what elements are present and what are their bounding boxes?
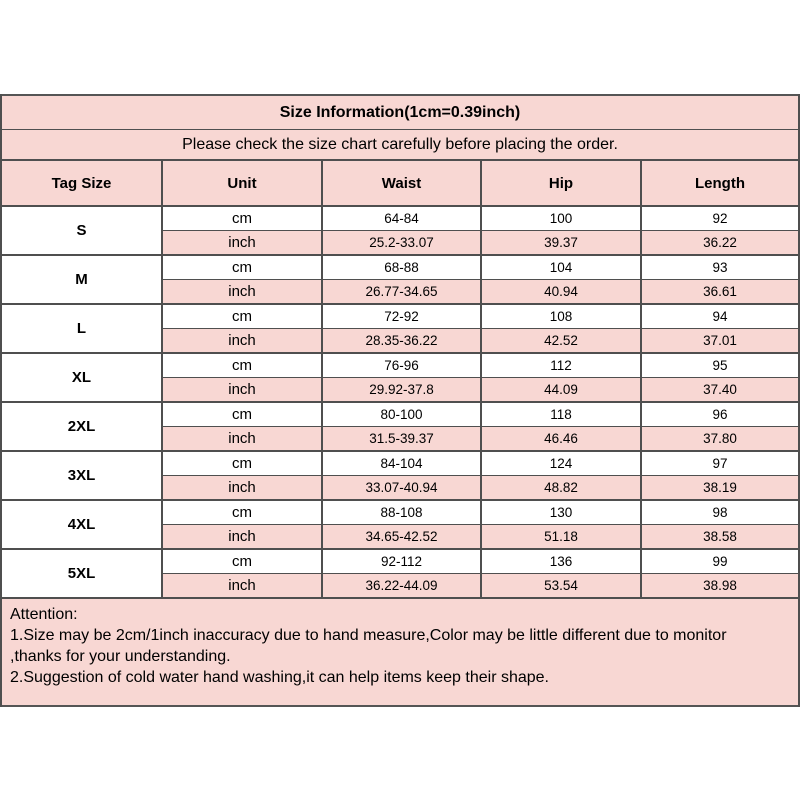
tag-size-s: S [1, 206, 162, 255]
unit-label-inch: inch [162, 525, 322, 550]
length-value: 37.01 [641, 329, 799, 354]
unit-label-inch: inch [162, 574, 322, 599]
hip-value: 48.82 [481, 476, 641, 501]
table-row [1, 451, 799, 476]
hip-value: 124 [481, 451, 641, 476]
table-row [1, 304, 799, 329]
waist-value: 36.22-44.09 [322, 574, 481, 599]
waist-value: 76-96 [322, 353, 481, 378]
hip-value: 53.54 [481, 574, 641, 599]
unit-label-inch: inch [162, 280, 322, 305]
attention-section [1, 598, 799, 706]
unit-label-inch: inch [162, 427, 322, 452]
waist-value: 34.65-42.52 [322, 525, 481, 550]
hip-value: 104 [481, 255, 641, 280]
length-value: 92 [641, 206, 799, 231]
length-value: 37.40 [641, 378, 799, 403]
unit-label-cm: cm [162, 451, 322, 476]
hip-value: 42.52 [481, 329, 641, 354]
attention-heading: Attention: [10, 606, 78, 623]
unit-label-inch: inch [162, 231, 322, 256]
attention-note-2: 2.Suggestion of cold water hand washing,it can help items keep their shape. [10, 669, 549, 686]
length-value: 38.58 [641, 525, 799, 550]
length-value: 95 [641, 353, 799, 378]
length-value: 97 [641, 451, 799, 476]
unit-label-inch: inch [162, 329, 322, 354]
table-row [1, 255, 799, 280]
hip-value: 39.37 [481, 231, 641, 256]
waist-value: 72-92 [322, 304, 481, 329]
length-value: 37.80 [641, 427, 799, 452]
length-value: 36.22 [641, 231, 799, 256]
sheet-subtitle: Please check the size chart carefully before placing the order. [1, 130, 799, 161]
unit-label-cm: cm [162, 500, 322, 525]
waist-value: 80-100 [322, 402, 481, 427]
tag-size-m: M [1, 255, 162, 304]
unit-label-cm: cm [162, 353, 322, 378]
column-header-length: Length [641, 160, 799, 206]
hip-value: 108 [481, 304, 641, 329]
waist-value: 25.2-33.07 [322, 231, 481, 256]
waist-value: 28.35-36.22 [322, 329, 481, 354]
table-row [1, 353, 799, 378]
column-header-row [1, 160, 799, 206]
hip-value: 46.46 [481, 427, 641, 452]
table-row [1, 549, 799, 574]
waist-value: 88-108 [322, 500, 481, 525]
table-row [1, 500, 799, 525]
hip-value: 136 [481, 549, 641, 574]
unit-label-cm: cm [162, 255, 322, 280]
length-value: 98 [641, 500, 799, 525]
unit-label-inch: inch [162, 476, 322, 501]
hip-value: 40.94 [481, 280, 641, 305]
hip-value: 130 [481, 500, 641, 525]
size-chart-table [0, 94, 800, 707]
waist-value: 31.5-39.37 [322, 427, 481, 452]
size-chart-sheet [0, 94, 798, 707]
tag-size-xl: XL [1, 353, 162, 402]
waist-value: 64-84 [322, 206, 481, 231]
table-row [1, 402, 799, 427]
subtitle-row [1, 130, 799, 161]
waist-value: 29.92-37.8 [322, 378, 481, 403]
tag-size-l: L [1, 304, 162, 353]
attention-note-1: 1.Size may be 2cm/1inch inaccuracy due to hand measure,Color may be little different due to monitor [10, 627, 727, 644]
hip-value: 112 [481, 353, 641, 378]
length-value: 93 [641, 255, 799, 280]
sheet-title: Size Information(1cm=0.39inch) [1, 95, 799, 130]
waist-value: 68-88 [322, 255, 481, 280]
hip-value: 51.18 [481, 525, 641, 550]
unit-label-cm: cm [162, 549, 322, 574]
tag-size-5xl: 5XL [1, 549, 162, 598]
title-row [1, 95, 799, 130]
unit-label-cm: cm [162, 402, 322, 427]
length-value: 94 [641, 304, 799, 329]
hip-value: 118 [481, 402, 641, 427]
column-header-unit: Unit [162, 160, 322, 206]
length-value: 99 [641, 549, 799, 574]
tag-size-2xl: 2XL [1, 402, 162, 451]
waist-value: 84-104 [322, 451, 481, 476]
length-value: 38.19 [641, 476, 799, 501]
length-value: 96 [641, 402, 799, 427]
unit-label-cm: cm [162, 206, 322, 231]
unit-label-cm: cm [162, 304, 322, 329]
tag-size-4xl: 4XL [1, 500, 162, 549]
column-header-waist: Waist [322, 160, 481, 206]
hip-value: 100 [481, 206, 641, 231]
unit-label-inch: inch [162, 378, 322, 403]
length-value: 38.98 [641, 574, 799, 599]
table-row [1, 206, 799, 231]
waist-value: 26.77-34.65 [322, 280, 481, 305]
tag-size-3xl: 3XL [1, 451, 162, 500]
column-header-hip: Hip [481, 160, 641, 206]
column-header-tag-size: Tag Size [1, 160, 162, 206]
hip-value: 44.09 [481, 378, 641, 403]
waist-value: 92-112 [322, 549, 481, 574]
waist-value: 33.07-40.94 [322, 476, 481, 501]
length-value: 36.61 [641, 280, 799, 305]
attention-note-1-cont: ,thanks for your understanding. [10, 648, 231, 665]
